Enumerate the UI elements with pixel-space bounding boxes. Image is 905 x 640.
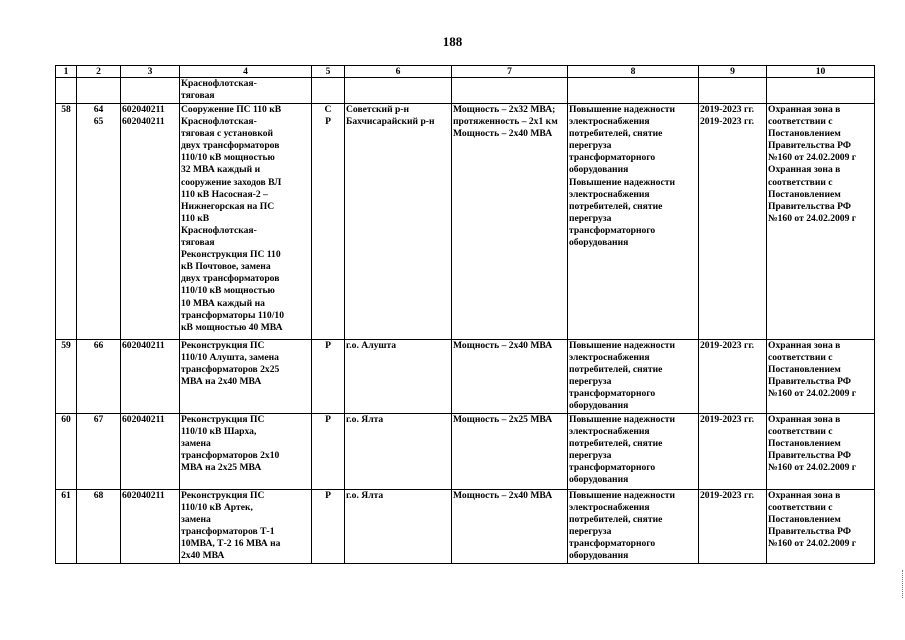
continuation-name: Краснофлотская- тяговая bbox=[180, 78, 312, 104]
row-types-item: Р bbox=[325, 116, 331, 128]
row-location: г.о. Ялта bbox=[345, 413, 452, 489]
row-number: 58 bbox=[56, 104, 77, 340]
col-header-6: 6 bbox=[345, 66, 452, 78]
header-row bbox=[56, 66, 875, 78]
page-number: 188 bbox=[442, 34, 463, 49]
col-header-2: 2 bbox=[77, 66, 121, 78]
row-types-item: Р bbox=[325, 489, 331, 501]
col-header-4: 4 bbox=[180, 66, 312, 78]
row-period: 2019-2023 гг. bbox=[699, 340, 767, 414]
row-number: 61 bbox=[56, 489, 77, 563]
projects-table bbox=[55, 65, 875, 564]
row-types bbox=[312, 340, 345, 414]
row-types bbox=[312, 489, 345, 563]
row-sub-numbers bbox=[77, 489, 121, 563]
table-row bbox=[56, 340, 875, 414]
row-period: 2019-2023 гг. 2019-2023 гг. bbox=[699, 104, 767, 340]
table-row bbox=[56, 413, 875, 489]
row-number: 59 bbox=[56, 340, 77, 414]
row-sub-numbers-item: 66 bbox=[93, 340, 104, 351]
col-header-3: 3 bbox=[121, 66, 180, 78]
table-row bbox=[56, 489, 875, 563]
row-object-name: Сооружение ПС 110 кВ Краснофлотская- тяговая с установкой двух трансформаторов 110/10 кВ мощностью 32 МВА каждый и сооружение заходов ВЛ 110 кВ Насосная-2 – Нижнегорская на ПС 110 кВ Краснофлотская- тяговая Реконструкция ПС 110 кВ Почтовое, замена двух трансформаторов 110/10 кВ мощностью 10 МВА каждый на трансформаторы 110/10 кВ мощностью 40 МВА bbox=[180, 104, 312, 340]
row-sub-numbers bbox=[77, 340, 121, 414]
row-codes-item: 602040211 bbox=[122, 489, 165, 501]
row-note: Охранная зона в соответствии с Постановлением Правительства РФ №160 от 24.02.2009 г bbox=[767, 340, 875, 414]
row-object-name: Реконструкция ПС 110/10 кВ Шарха, замена трансформаторов 2х10 МВА на 2х25 МВА bbox=[180, 413, 312, 489]
continuation-row bbox=[56, 78, 875, 104]
row-sub-numbers-item: 68 bbox=[93, 489, 104, 501]
row-codes bbox=[121, 104, 180, 340]
row-goal: Повышение надежности электроснабжения потребителей, снятие перегруза трансформаторного оборудования bbox=[568, 489, 699, 563]
col-header-1: 1 bbox=[56, 66, 77, 78]
row-parameters: Мощность – 2х40 МВА bbox=[452, 489, 568, 563]
margin-mark bbox=[902, 570, 904, 598]
row-number: 60 bbox=[56, 413, 77, 489]
row-parameters: Мощность – 2х25 МВА bbox=[452, 413, 568, 489]
row-codes bbox=[121, 413, 180, 489]
row-goal: Повышение надежности электроснабжения потребителей, снятие перегруза трансформаторного оборудования bbox=[568, 340, 699, 414]
row-types-item: Р bbox=[325, 413, 331, 425]
row-note: Охранная зона в соответствии с Постановлением Правительства РФ №160 от 24.02.2009 г bbox=[767, 489, 875, 563]
row-sub-numbers bbox=[77, 413, 121, 489]
row-codes bbox=[121, 489, 180, 563]
row-location: г.о. Алушта bbox=[345, 340, 452, 414]
row-object-name: Реконструкция ПС 110/10 Алушта, замена трансформаторов 2х25 МВА на 2х40 МВА bbox=[180, 340, 312, 414]
row-sub-numbers bbox=[77, 104, 121, 340]
row-types bbox=[312, 104, 345, 340]
col-header-9: 9 bbox=[699, 66, 767, 78]
col-header-7: 7 bbox=[452, 66, 568, 78]
row-sub-numbers-item: 64 bbox=[93, 104, 104, 115]
row-codes bbox=[121, 340, 180, 414]
row-types bbox=[312, 413, 345, 489]
row-parameters: Мощность – 2х40 МВА bbox=[452, 340, 568, 414]
row-codes-item: 602040211 bbox=[122, 340, 165, 351]
row-parameters: Мощность – 2х32 МВА; протяженность – 2х1 км Мощность – 2х40 МВА bbox=[452, 104, 568, 340]
row-goal: Повышение надежности электроснабжения потребителей, снятие перегруза трансформаторного оборудования Повышение надежности электроснабжения потребителей, снятие перегруза трансформаторного оборудования bbox=[568, 104, 699, 340]
row-period: 2019-2023 гг. bbox=[699, 413, 767, 489]
col-header-10: 10 bbox=[767, 66, 875, 78]
row-codes-item: 602040211 bbox=[122, 413, 165, 425]
col-header-8: 8 bbox=[568, 66, 699, 78]
col-header-5: 5 bbox=[312, 66, 345, 78]
row-location: Советский р-н Бахчисарайский р-н bbox=[345, 104, 452, 340]
row-note: Охранная зона в соответствии с Постановлением Правительства РФ №160 от 24.02.2009 г Охранная зона в соответствии с Постановлением Правительства РФ №160 от 24.02.2009 г bbox=[767, 104, 875, 340]
row-types-item: Р bbox=[325, 340, 331, 351]
row-sub-numbers-item: 67 bbox=[93, 413, 104, 425]
row-goal: Повышение надежности электроснабжения потребителей, снятие перегруза трансформаторного оборудования bbox=[568, 413, 699, 489]
table-row bbox=[56, 104, 875, 340]
row-types-item: С bbox=[324, 104, 332, 115]
row-sub-numbers-item: 65 bbox=[93, 116, 104, 128]
row-codes-item: 602040211 bbox=[122, 104, 165, 115]
row-object-name: Реконструкция ПС 110/10 кВ Артек, замена трансформаторов Т-1 10МВА, Т-2 16 МВА на 2х40 МВА bbox=[180, 489, 312, 563]
row-codes-item: 602040211 bbox=[122, 116, 165, 128]
row-note: Охранная зона в соответствии с Постановлением Правительства РФ №160 от 24.02.2009 г bbox=[767, 413, 875, 489]
row-location: г.о. Ялта bbox=[345, 489, 452, 563]
row-period: 2019-2023 гг. bbox=[699, 489, 767, 563]
